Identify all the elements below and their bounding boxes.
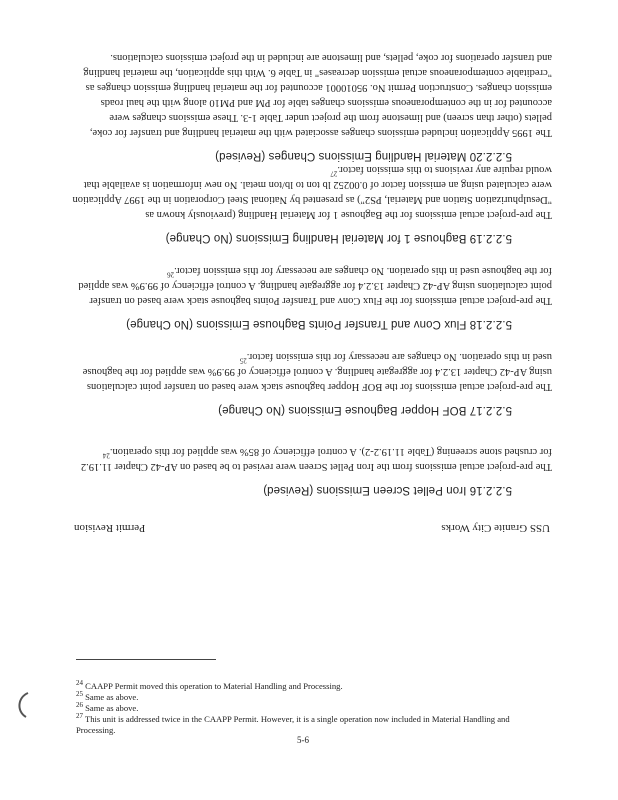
section-5-2-2-17: [72, 349, 552, 416]
section-5-2-2-18: [72, 263, 552, 330]
section-paragraph: The pre-project actual emissions from the Iron Pellet Screen were revised to be based on AP-42 Chapter 11.19.2 for crushed stone screening (Table 11.19.2-2). A control efficiency of 85% was applied for this operation.$^{24}$: [80, 446, 552, 472]
footnote-ref: 24: [102, 451, 110, 460]
footnote-27: $^{27}$ This unit is addressed twice in the CAAPP Permit. However, it is a single operation now included in Material Handling and Processing.: [76, 712, 510, 735]
section-paragraph: The pre-project actual emissions for the BOF Hopper baghouse stack were based on transfer point calculations using AP-42 Chapter 13.2.4 for aggregate handling. A control efficiency of 99.9% was applied for the baghouse used in this operation. No changes are necessary for this emission factor.$^{25}$: [82, 351, 552, 392]
section-paragraph: The pre-project actual emissions for the Flux Conv and Transfer Points baghouse stack were based on transfer point calculations using AP-42 Chapter 13.2.4 for aggregate handling. A control efficiency of 99.9% was applied for the baghouse used in this operation. No changes are necessary for this emission factor.$^{26}$: [78, 265, 552, 306]
section-paragraph: The 1995 Application included emissions changes associated with the material handling and transfer for coke, pellets (other than screen) and limestone from the project under Table 1-3. These emissions changes were accounted for in the contemporaneous emissions changes table for PM and PM10 along with the haul roads emission changes. Construction Permit No. 95010001 accounted for the material handling emission changes as "creditable contemporaneous actual emission decreases" in Table 6. With this application, the material handling and transfer operations for coke, pellets, and limestone are included in the project emissions calculations.: [83, 52, 552, 138]
section-5-2-2-20: [72, 50, 552, 162]
footnotes: [76, 681, 546, 736]
footnote-ref: 26: [167, 270, 175, 279]
section-5-2-2-16: [72, 444, 552, 496]
page-number: 5-6: [297, 735, 309, 745]
footnote-rule: [76, 659, 216, 660]
section-paragraph: The pre-project actual emissions for the Baghouse 1 for Material Handling (previously known as "Desulphurization Station and Material, PS2") as presented by National Steel Corporation in the 1997 Application were calculated using an emission factor of 0.00252 lb ton to lb/ton metal. No new information is available that would require any revisions to this emission factor.$^{27}$: [72, 164, 552, 220]
footnote-26: $^{26}$ Same as above.: [76, 701, 139, 713]
running-header: [72, 514, 552, 534]
section-heading: 5.2.2.20 Material Handling Emissions Changes (Revised): [215, 150, 512, 162]
footnote-ref: 27: [330, 169, 338, 178]
section-heading: 5.2.2.16 Iron Pellet Screen Emissions (Revised): [263, 484, 512, 496]
header-left: USS Granite City Works: [441, 522, 550, 534]
footnote-ref: 25: [239, 356, 247, 365]
section-5-2-2-19: [72, 162, 552, 244]
rotated-body-region: [72, 34, 552, 534]
footnote-25: $^{25}$ Same as above.: [76, 690, 139, 702]
footnote-24: $^{24}$ CAAPP Permit moved this operation to Material Handling and Processing.: [76, 679, 343, 691]
section-heading: 5.2.2.18 Flux Conv and Transfer Points Baghouse Emissions (No Change): [126, 318, 512, 330]
scan-mark-icon: [12, 691, 34, 719]
section-heading: 5.2.2.17 BOF Hopper Baghouse Emissions (No Change): [218, 404, 512, 416]
header-right: Permit Revision: [74, 522, 146, 534]
section-heading: 5.2.2.19 Baghouse 1 for Material Handling Emissions (No Change): [165, 232, 512, 244]
